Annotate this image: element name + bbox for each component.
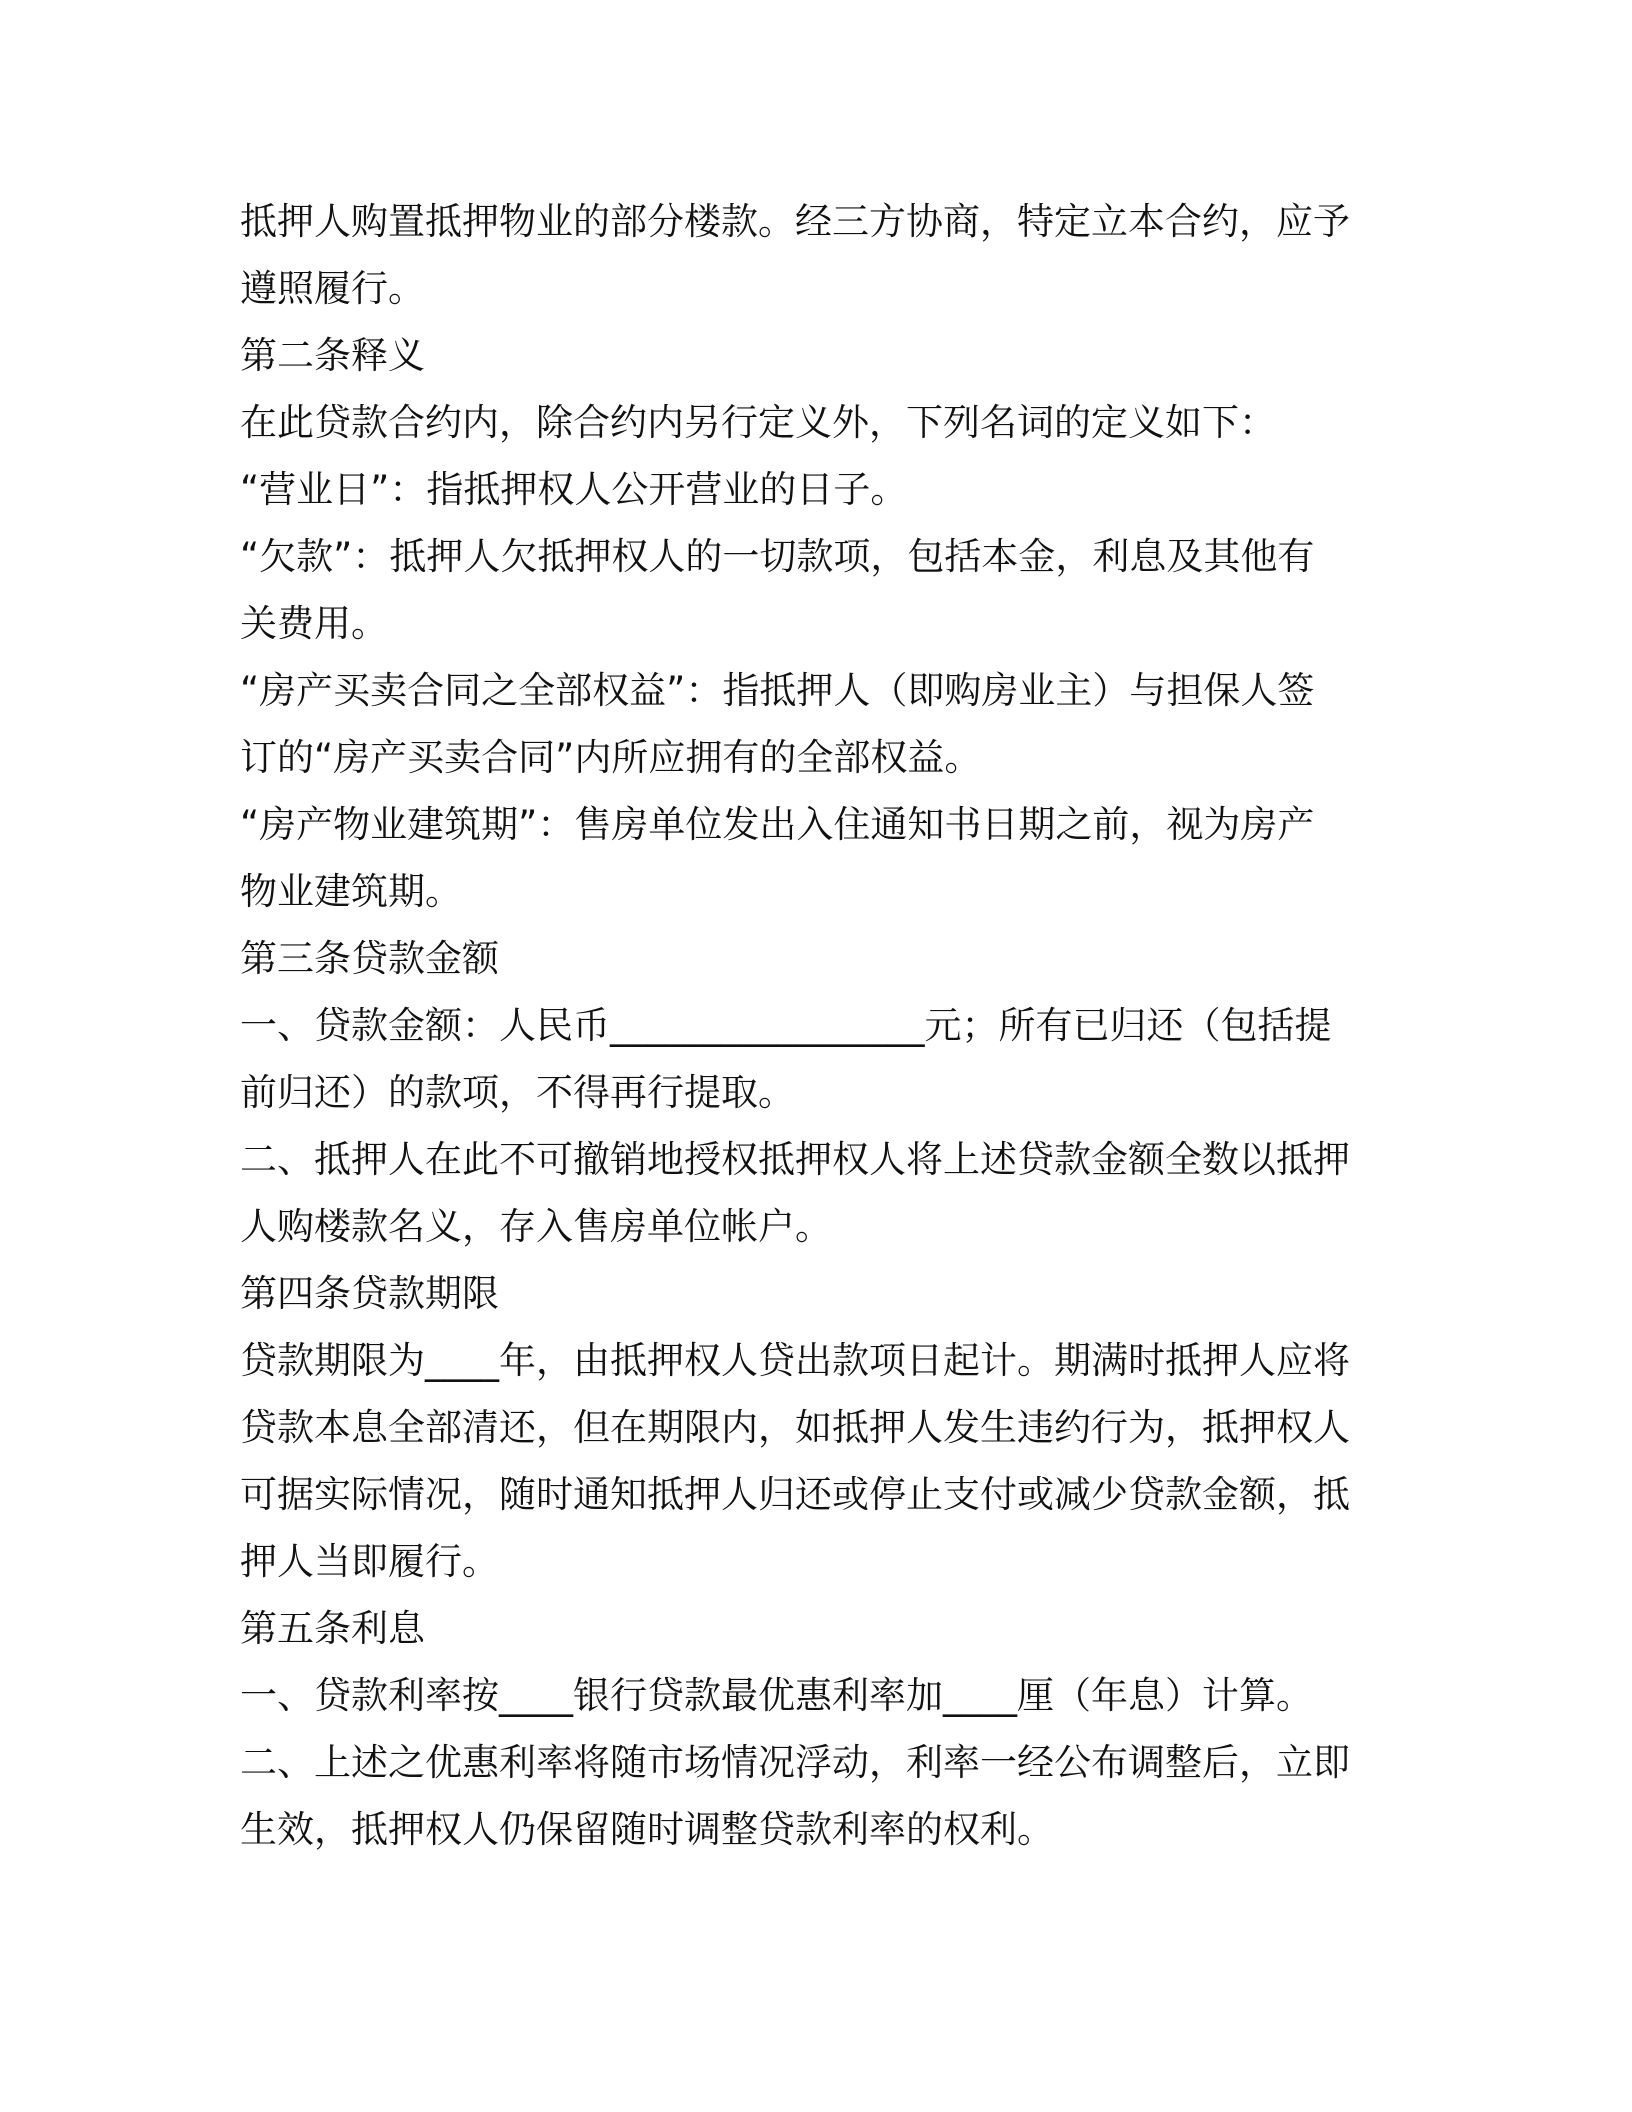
paragraph-line: 贷款本息全部清还，但在期限内，如抵押人发生违约行为，抵押权人 bbox=[240, 1406, 1350, 1449]
definition-line: “房产买卖合同之全部权益”：指抵押人（即购房业主）与担保人签 bbox=[240, 669, 1315, 712]
section-heading: 第五条利息 bbox=[240, 1607, 425, 1650]
paragraph-line: 前归还）的款项，不得再行提取。 bbox=[240, 1071, 795, 1114]
definition-line: “房产物业建筑期”：售房单位发出入住通知书日期之前，视为房产 bbox=[240, 803, 1315, 846]
paragraph-line: 一、贷款利率按____银行贷款最优惠利率加____厘（年息）计算。 bbox=[240, 1674, 1313, 1717]
paragraph-line: 在此贷款合约内，除合约内另行定义外，下列名词的定义如下： bbox=[240, 401, 1276, 444]
section-heading: 第三条贷款金额 bbox=[240, 937, 499, 980]
definition-line: “欠款”：抵押人欠抵押权人的一切款项，包括本金，利息及其他有 bbox=[240, 535, 1315, 578]
paragraph-line: 生效，抵押权人仍保留随时调整贷款利率的权利。 bbox=[240, 1808, 1054, 1851]
paragraph-line: 一、贷款金额：人民币_________________元；所有已归还（包括提 bbox=[240, 1004, 1332, 1047]
paragraph-line: 二、上述之优惠利率将随市场情况浮动，利率一经公布调整后，立即 bbox=[240, 1741, 1350, 1784]
section-heading: 第二条释义 bbox=[240, 334, 425, 377]
document-body bbox=[240, 188, 1380, 1863]
paragraph-line: 贷款期限为____年，由抵押权人贷出款项日起计。期满时抵押人应将 bbox=[240, 1339, 1350, 1382]
paragraph-line: 人购楼款名义，存入售房单位帐户。 bbox=[240, 1205, 832, 1248]
paragraph-line: 可据实际情况，随时通知抵押人归还或停止支付或减少贷款金额，抵 bbox=[240, 1473, 1350, 1516]
definition-line: 关费用。 bbox=[240, 602, 388, 645]
definition-line: “营业日”：指抵押权人公开营业的日子。 bbox=[240, 468, 908, 511]
definition-line: 订的“房产买卖合同”内所应拥有的全部权益。 bbox=[240, 736, 982, 779]
paragraph-line: 遵照履行。 bbox=[240, 267, 425, 310]
paragraph-line: 抵押人购置抵押物业的部分楼款。经三方协商，特定立本合约，应予 bbox=[240, 200, 1350, 243]
paragraph-line: 二、抵押人在此不可撤销地授权抵押权人将上述贷款金额全数以抵押 bbox=[240, 1138, 1350, 1181]
paragraph-line: 押人当即履行。 bbox=[240, 1540, 499, 1583]
section-heading: 第四条贷款期限 bbox=[240, 1272, 499, 1315]
definition-line: 物业建筑期。 bbox=[240, 870, 462, 913]
